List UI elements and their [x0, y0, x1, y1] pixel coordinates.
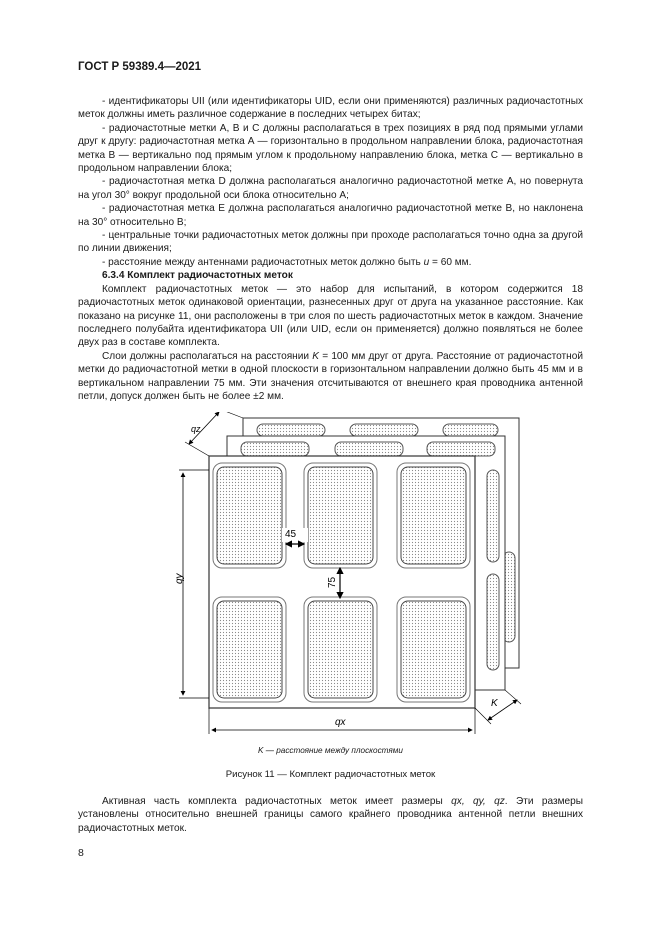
list-item-distance-prefix: - расстояние между антеннами радиочастотных меток должно быть: [102, 256, 424, 268]
label-k: K: [491, 698, 498, 709]
page-number: 8: [78, 847, 84, 859]
figure-rfid-tag-set: [165, 412, 525, 742]
dimension-vars: qx, qy, qz: [451, 796, 505, 807]
list-item: - идентификаторы UII (или идентификаторы UID, если они применяются) различных радиочастотных меток должны иметь различное содержание в последних четырех битах;: [78, 96, 583, 121]
label-qx: qx: [335, 717, 346, 728]
paragraph-3-b: . Эти размеры установлены относительно внешней границы самого крайнего проводника антенной петли внешних радиочастотных меток.: [78, 796, 584, 834]
label-qy: qy: [174, 573, 185, 584]
label-75: 75: [327, 576, 338, 588]
list-item: - центральные точки радиочастотных меток должны при проходе располагаться точно одна за другой по линии движения;: [78, 230, 583, 255]
paragraph-3-a: Активная часть комплекта радиочастотных меток имеет размеры: [102, 796, 452, 807]
layer-front: [209, 456, 475, 708]
list-item: - радиочастотная метка D должна располагаться аналогично радиочастотной метке А, но повернута на угол 30° вокруг продольной оси блока относительно А;: [78, 176, 583, 201]
document-header: ГОСТ Р 59389.4—2021: [78, 61, 202, 73]
final-paragraph-block: [78, 795, 583, 835]
paragraph-3: [78, 795, 583, 835]
var-k: K: [312, 350, 319, 362]
list-item: - радиочастотная метка Е должна располагаться аналогично радиочастотной метке В, но наклонена на 30° относительно В;: [78, 203, 583, 228]
var-u: u: [423, 256, 430, 268]
paragraph-1: Комплект радиочастотных меток — это набор для испытаний, в котором содержится 18 радиочастотных меток одинаковой ориентации, разнесенных друг от друга на указанное расстояние. Как показано на рисунке 11, они расположены в три слоя по шесть радиочастотных меток в каждом. Значение последнего полубайта идентификатора UII (или UID, если он применяется) должно появляться не более двух раз в составе комплекта.: [78, 283, 583, 349]
dimension-qx: [209, 708, 475, 734]
list-item-distance-suffix: = 60 мм.: [429, 256, 472, 268]
label-45: 45: [285, 529, 297, 540]
list-block: [78, 95, 583, 403]
paragraph-2: [78, 350, 583, 404]
paragraph-2-b: = 100 мм друг от друга. Расстояние от радиочастотной метки до радиочастотной метки в одной плоскости в горизонтальном направлении должно быть 45 мм и в вертикальном направлении 75 мм. Эти значения отсчитываются от внешнего края проводника антенной петли, допуск должен быть не более ±2 мм.: [78, 350, 583, 402]
label-qz: qz: [191, 424, 201, 434]
figure-caption: Рисунок 11 — Комплект радиочастотных меток: [225, 769, 436, 780]
dimension-45: [282, 528, 308, 544]
dimension-k: [475, 690, 521, 724]
figure-legend: K — расстояние между плоскостями: [258, 746, 403, 755]
list-item: - радиочастотные метки А, В и С должны располагаться в трех позициях в ряд под прямыми углами друг к другу: радиочастотная метка А — горизонтально в продольном направлении блока, радиочастотная метка В — вертикально под прямым углом к продольному направлению блока, метка С — вертикально в продольном направлении блока;: [78, 122, 583, 175]
list-item-distance: [78, 256, 583, 269]
paragraph-2-a: Слои должны располагаться на расстоянии: [102, 350, 313, 362]
dimension-qy: [174, 470, 209, 698]
section-title: 6.3.4 Комплект радиочастотных меток: [102, 270, 293, 282]
